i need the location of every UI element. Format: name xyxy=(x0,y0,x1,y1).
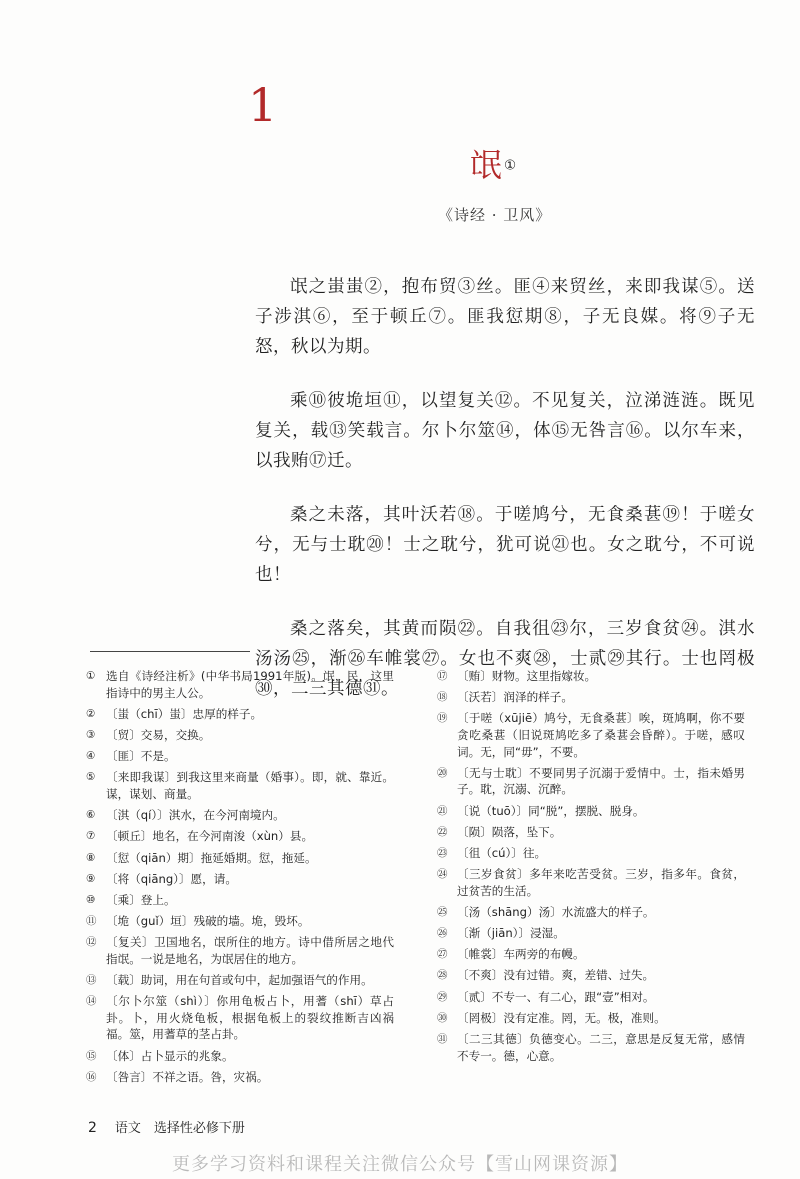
footnote-number: ㉘ xyxy=(437,969,448,982)
footnote-text: 〔贰〕不专一、有二心，跟“壹”相对。 xyxy=(457,989,655,1004)
footnote-item xyxy=(437,668,745,685)
footnote-number: ㉚ xyxy=(437,1011,448,1024)
footnote-number: ㉕ xyxy=(437,905,448,918)
footnote-item xyxy=(437,845,745,862)
footnote-text: 〔不爽〕没有过错。爽，差错、过失。 xyxy=(457,968,655,983)
footnote-item xyxy=(86,727,394,744)
footnote-text: 〔徂（cú）〕往。 xyxy=(457,845,547,860)
footnote-text: 〔蚩（chī）蚩〕忠厚的样子。 xyxy=(106,706,263,721)
footnote-item xyxy=(437,689,745,706)
footnote-text: 〔咎言〕不祥之语。咎，灾祸。 xyxy=(106,1069,269,1084)
footnote-text: 〔乘〕登上。 xyxy=(106,892,176,907)
footnote-item xyxy=(437,824,745,841)
footnote-item xyxy=(86,993,394,1043)
footnotes-left-column xyxy=(86,668,394,1090)
footnote-item xyxy=(86,892,394,909)
footnote-number: ⑬ xyxy=(86,974,97,987)
footnote-number: ⑥ xyxy=(86,809,96,822)
footnote-number: ⑳ xyxy=(437,766,448,779)
page-footer xyxy=(88,1117,245,1136)
footnote-text: 〔来即我谋〕到我这里来商量（婚事）。即，就、靠近。谋，谋划、商量。 xyxy=(106,770,394,801)
footnote-item xyxy=(437,946,745,963)
footnote-number: ⑦ xyxy=(86,830,96,843)
footnote-item xyxy=(437,710,745,760)
footnote-item xyxy=(86,748,394,765)
footnote-number: ⑮ xyxy=(86,1049,97,1062)
footnote-item xyxy=(437,1031,745,1064)
footnote-item xyxy=(437,989,745,1006)
footnote-number: ④ xyxy=(86,750,96,763)
footnote-item xyxy=(86,850,394,867)
footnote-text: 〔二三其德〕负德变心。二三，意思是反复无常，感情不专一。德，心意。 xyxy=(457,1032,745,1063)
footnote-item xyxy=(86,934,394,967)
footnote-number: ⑰ xyxy=(437,670,448,682)
footnote-number: ㉑ xyxy=(437,804,448,817)
footnote-item xyxy=(86,807,394,824)
footnote-text: 〔复关〕卫国地名，氓所住的地方。诗中借所居之地代指氓。一说是地名，为氓居住的地方。 xyxy=(106,935,394,966)
page-number: 2 xyxy=(88,1120,97,1136)
footnote-number: ㉙ xyxy=(437,990,448,1003)
footnote-number: ⑨ xyxy=(86,872,96,885)
footnote-item xyxy=(86,1048,394,1065)
footnote-text: 〔无与士耽〕不要同男子沉溺于爱情中。士，指未婚男子。耽，沉溺、沉醉。 xyxy=(457,765,745,797)
stanza-2: 乘⑩彼垝垣⑪，以望复关⑫。不见复关，泣涕涟涟。既见复关，载⑬笑载言。尔卜尔筮⑭，体⑮无咎言⑯。以尔车来，以我贿⑰迁。 xyxy=(255,391,755,471)
footnote-number: ㉖ xyxy=(437,927,448,940)
footnote-item xyxy=(437,1010,745,1027)
footnote-item xyxy=(437,765,745,798)
footnote-number: ㉓ xyxy=(437,846,448,859)
footnote-number: ⑪ xyxy=(86,915,97,928)
footnote-number: ① xyxy=(86,670,96,682)
footnote-item xyxy=(86,706,394,723)
stanza-1: 氓之蚩蚩②，抱布贸③丝。匪④来贸丝，来即我谋⑤。送子涉淇⑥，至于顿丘⑦。匪我愆期⑧，子无良媒。将⑨子无怒，秋以为期。 xyxy=(255,277,755,357)
footnote-text: 〔说（tuō）〕同“脱”，摆脱、脱身。 xyxy=(457,803,645,818)
footnote-text: 选自《诗经注析》(中华书局1991年版)。氓，民，这里指诗中的男主人公。 xyxy=(106,669,394,700)
footnote-number: ⑤ xyxy=(86,771,96,784)
footnote-text: 〔汤（shāng）汤〕水流盛大的样子。 xyxy=(457,904,655,919)
footnote-number: ③ xyxy=(86,728,96,741)
footnote-text: 〔渐（jiān）〕浸湿。 xyxy=(457,926,565,941)
footnote-item xyxy=(86,1069,394,1086)
footnote-text: 〔载〕助词，用在句首或句中，起加强语气的作用。 xyxy=(106,973,373,988)
footnote-number: ㉛ xyxy=(437,1033,448,1045)
footnote-number: ⑱ xyxy=(437,691,448,704)
footnote-item xyxy=(437,967,745,984)
footnote-number: ⑩ xyxy=(86,893,96,906)
footnote-item xyxy=(86,668,394,701)
footnote-item xyxy=(86,972,394,989)
stanza-3: 桑之未落，其叶沃若⑱。于嗟鸠兮，无食桑葚⑲！于嗟女兮，无与士耽⑳！士之耽兮，犹可说㉑也。女之耽兮，不可说也！ xyxy=(255,505,755,585)
footnote-text: 〔体〕占卜显示的兆象。 xyxy=(106,1048,234,1063)
footnote-text: 〔陨〕陨落，坠下。 xyxy=(457,824,562,839)
footnote-text: 〔将（qiāng）〕愿，请。 xyxy=(106,871,237,886)
footnote-item xyxy=(437,803,745,820)
footnote-item xyxy=(437,866,745,899)
footnote-text: 〔三岁食贫〕多年来吃苦受贫。三岁，指多年。食贫，过贫苦的生活。 xyxy=(457,867,745,898)
footnote-text: 〔罔极〕没有定准。罔，无。极，准则。 xyxy=(457,1010,666,1025)
footnote-text: 〔垝（guǐ）垣〕残破的墙。垝，毁坏。 xyxy=(106,914,310,929)
poem-source: 《诗经 · 卫风》 xyxy=(438,206,552,224)
footnote-item xyxy=(86,769,394,802)
footnotes-right-column xyxy=(437,668,745,1069)
footnote-text: 〔帷裳〕车两旁的布幔。 xyxy=(457,947,585,962)
footnote-item xyxy=(437,904,745,921)
title-footnote-mark: ① xyxy=(504,158,516,174)
footnote-text: 〔尔卜尔筮（shì）〕你用龟板占卜，用蓍（shī）草占卦。卜，用火烧龟板，根据龟板上的裂纹推断吉凶祸福。筮，用蓍草的茎占卦。 xyxy=(106,994,394,1042)
footnote-text: 〔沃若〕润泽的样子。 xyxy=(457,690,573,705)
footnote-number: ⑯ xyxy=(86,1070,97,1083)
lesson-number: 1 xyxy=(248,78,278,132)
footnote-divider xyxy=(90,651,250,652)
poem-title: 氓 xyxy=(470,146,505,184)
footnote-text: 〔贿〕财物。这里指嫁妆。 xyxy=(457,669,597,683)
footnote-number: ㉔ xyxy=(437,868,448,881)
footnote-text: 〔愆（qiān）期〕拖延婚期。愆，拖延。 xyxy=(106,850,317,865)
book-title: 语文 选择性必修下册 xyxy=(114,1121,245,1136)
footnote-number: ⑧ xyxy=(86,851,96,864)
footnote-item xyxy=(437,925,745,942)
footnote-number: ㉒ xyxy=(437,825,448,838)
footnote-number: ② xyxy=(86,707,96,720)
watermark: 更多学习资料和课程关注微信公众号【雪山网课资源】 xyxy=(172,1154,628,1175)
footnote-text: 〔于嗟（xūjiē）鸠兮，无食桑葚〕唉，斑鸠啊，你不要贪吃桑葚（旧说斑鸠吃多了桑葚会昏醉）。于嗟，感叹词。无，同“毋”，不要。 xyxy=(457,711,745,759)
poem-body xyxy=(255,272,755,728)
footnote-number: ⑭ xyxy=(86,995,97,1008)
footnote-number: ⑲ xyxy=(437,712,448,725)
footnote-number: ⑫ xyxy=(86,936,97,949)
footnote-number: ㉗ xyxy=(437,948,448,961)
footnote-text: 〔淇（qí）〕淇水，在今河南境内。 xyxy=(106,808,285,823)
footnote-item xyxy=(86,871,394,888)
footnote-text: 〔贸〕交易，交换。 xyxy=(106,727,211,742)
stanza-4: 桑之落矣，其黄而陨㉒。自我徂㉓尔，三岁食贫㉔。淇水汤汤㉕，渐㉖车帷裳㉗。女也不爽㉘，士贰㉙其行。士也罔极㉚，二三其德㉛。 xyxy=(255,619,755,699)
footnote-item xyxy=(86,828,394,845)
footnote-text: 〔顿丘〕地名，在今河南浚（xùn）县。 xyxy=(106,829,314,844)
footnote-item xyxy=(86,913,394,930)
title-block xyxy=(470,140,516,186)
footnote-text: 〔匪〕不是。 xyxy=(106,749,176,764)
